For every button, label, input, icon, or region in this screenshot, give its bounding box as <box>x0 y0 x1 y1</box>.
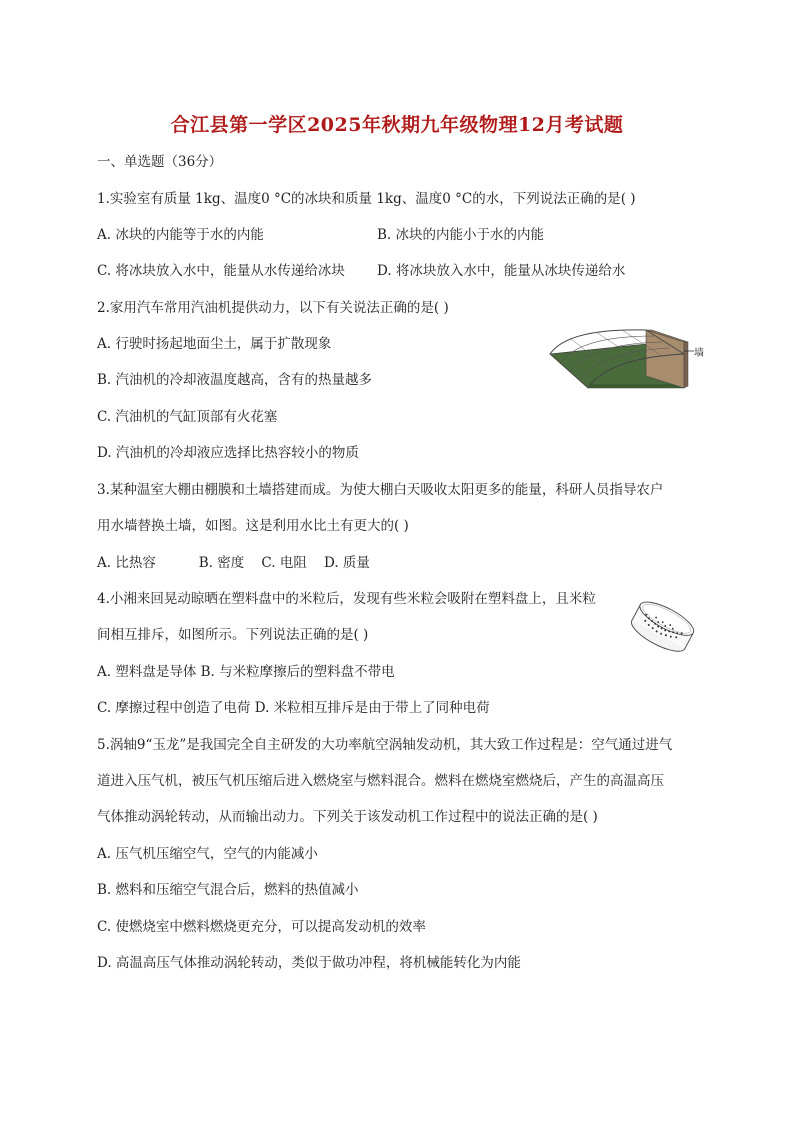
q4-stem-line1: 4.小湘来回晃动晾晒在塑料盘中的米粒后，发现有些米粒会吸附在塑料盘上，且米粒 <box>97 591 596 607</box>
page-title: 合江县第一学区2025年秋期九年级物理12月考试题 <box>170 114 624 136</box>
q3-stem-line2: 用水墙替换土墙，如图。这是利用水比土有更大的( ) <box>97 518 409 534</box>
q2-stem: 2.家用汽车常用汽油机提供动力，以下有关说法正确的是( ) <box>97 300 449 316</box>
q2-option-c: C. 汽油机的气缸顶部有火花塞 <box>97 409 278 425</box>
q1-option-d: D. 将冰块放入水中，能量从冰块传递给水 <box>377 263 626 279</box>
q5-option-a: A. 压气机压缩空气，空气的内能减小 <box>97 846 318 862</box>
q4-options-ab: A. 塑料盘是导体 B. 与米粒摩擦后的塑料盘不带电 <box>97 664 395 680</box>
plastic-tray-figure <box>628 592 700 656</box>
q2-option-b: B. 汽油机的冷却液温度越高，含有的热量越多 <box>97 372 373 388</box>
q3-stem-line1: 3.某种温室大棚由棚膜和土墙搭建而成。为使大棚白天吸收太阳更多的能量，科研人员指导农户 <box>97 482 664 498</box>
q1-option-b: B. 冰块的内能小于水的内能 <box>377 227 545 243</box>
q1-option-c: C. 将冰块放入水中，能量从水传递给冰块 <box>97 263 345 279</box>
q3-options: A. 比热容 B. 密度 C. 电阻 D. 质量 <box>97 555 370 571</box>
section-heading: 一、单选题（36分） <box>97 154 223 170</box>
q4-stem-line2: 间相互排斥，如图所示。下列说法正确的是( ) <box>97 627 369 643</box>
q5-option-b: B. 燃料和压缩空气混合后，燃料的热值减小 <box>97 882 359 898</box>
q5-stem-line2: 道进入压气机，被压气机压缩后进入燃烧室与燃料混合。燃料在燃烧室燃烧后，产生的高温高压 <box>97 773 664 789</box>
q1-stem: 1.实验室有质量 1kg、温度0 °C的冰块和质量 1kg、温度0 °C的水，下列说法正确的是( ) <box>97 191 636 207</box>
greenhouse-wall-label: 墙 <box>694 348 704 359</box>
greenhouse-figure <box>548 326 708 392</box>
q1-option-a: A. 冰块的内能等于水的内能 <box>97 227 264 243</box>
q2-option-d: D. 汽油机的冷却液应选择比热容较小的物质 <box>97 445 359 461</box>
q2-option-a: A. 行驶时扬起地面尘土，属于扩散现象 <box>97 336 332 352</box>
q5-stem-line3: 气体推动涡轮转动，从而输出动力。下列关于该发动机工作过程中的说法正确的是( ) <box>97 809 598 825</box>
q5-stem-line1: 5.涡轴9“玉龙”是我国完全自主研发的大功率航空涡轴发动机，其大致工作过程是：空气通过进气 <box>97 737 673 753</box>
q4-options-cd: C. 摩擦过程中创造了电荷 D. 米粒相互排斥是由于带上了同种电荷 <box>97 700 490 716</box>
q5-option-d: D. 高温高压气体推动涡轮转动，类似于做功冲程，将机械能转化为内能 <box>97 955 521 971</box>
q5-option-c: C. 使燃烧室中燃料燃烧更充分，可以提高发动机的效率 <box>97 919 426 935</box>
